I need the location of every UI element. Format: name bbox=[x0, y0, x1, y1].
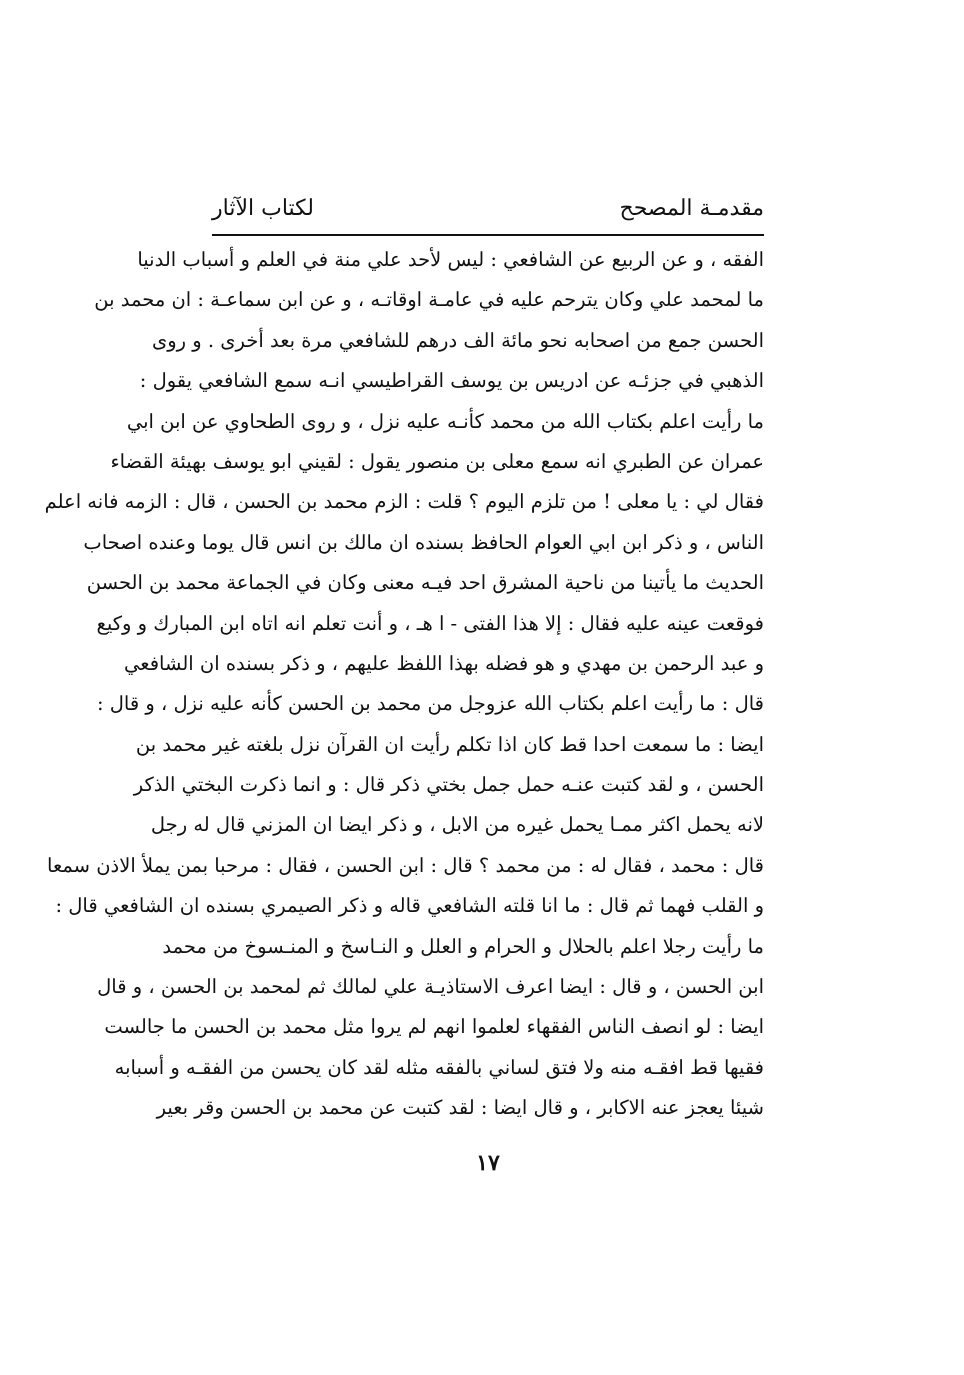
page-number: ١٧ bbox=[476, 1150, 500, 1176]
text-line: الحسن جمع من اصحابه نحو مائة الف درهم للشافعي مرة بعد أخرى . و روى bbox=[151, 328, 764, 352]
text-line: فقيها قط افقـه منه ولا فتق لساني بالفقه مثله لقد كان يحسن من الفقـه و أسبابه bbox=[114, 1055, 764, 1079]
text-line: الذهبي في جزئـه عن ادريس بن يوسف القراطيسي انـه سمع الشافعي يقول : bbox=[139, 369, 764, 393]
text-line: الحسن ، و لقد كتبت عنـه حمل جمل بختي ذكر قال : و انما ذكرت البختي الذكر bbox=[133, 773, 764, 797]
text-line: فوقعت عينه عليه فقال : إلا هذا الفتى - ا هـ ، و أنت تعلم انه اتاه ابن المبارك و وكيع bbox=[96, 611, 764, 635]
text-line: ما رأيت رجلا اعلم بالحلال و الحرام و العلل و النـاسخ و المنـسوخ من محمد bbox=[162, 934, 764, 958]
header-book-title: لكتاب الآثار bbox=[212, 196, 315, 221]
text-line: عمران عن الطبري انه سمع معلى بن منصور يقول : لقيني ابو يوسف بهيئة القضاء bbox=[110, 449, 764, 473]
header-divider bbox=[212, 234, 764, 236]
text-line: و القلب فهما ثم قال : ما انا قلته الشافعي قاله و ذكر الصيمري بسنده ان الشافعي قال : bbox=[55, 894, 764, 918]
text-line: فقال لي : يا معلى ! من تلزم اليوم ؟ قلت : الزم محمد بن الحسن ، قال : الزمه فانه اعلم bbox=[44, 490, 764, 514]
text-line: و عبد الرحمن بن مهدي و هو فضله بهذا اللفظ عليهم ، و ذكر بسنده ان الشافعي bbox=[124, 651, 764, 675]
text-line: قال : محمد ، فقال له : من محمد ؟ قال : ابن الحسن ، فقال : مرحبا بمن يملأ الاذن سمعا bbox=[47, 853, 764, 877]
body-text bbox=[44, 240, 764, 1129]
text-line: قال : ما رأيت اعلم بكتاب الله عزوجل من محمد بن الحسن كأنه عليه نزل ، و قال : bbox=[96, 692, 764, 716]
text-line: ما رأيت اعلم بكتاب الله من محمد كأنـه عليه نزل ، و روى الطحاوي عن ابن ابي bbox=[126, 409, 764, 433]
header-section-title: مقدمـة المصحح bbox=[619, 196, 764, 221]
text-line: الحديث ما يأتينا من ناحية المشرق احد فيـه معنى وكان في الجماعة محمد بن الحسن bbox=[86, 571, 764, 595]
text-line: ما لمحمد علي وكان يترحم عليه في عامـة اوقاتـه ، و عن ابن سماعـة : ان محمد بن bbox=[94, 288, 764, 312]
text-line: ابن الحسن ، و قال : ايضا اعرف الاستاذيـة علي لمالك ثم لمحمد بن الحسن ، و قال bbox=[97, 975, 764, 999]
text-line: الناس ، و ذكر ابن ابي العوام الحافظ بسنده ان مالك بن انس قال يوما وعنده اصحاب bbox=[83, 530, 764, 554]
running-header bbox=[212, 192, 764, 232]
text-line: ايضا : لو انصف الناس الفقهاء لعلموا انهم لم يروا مثل محمد بن الحسن ما جالست bbox=[104, 1015, 764, 1039]
text-line: ايضا : ما سمعت احدا قط كان اذا تكلم رأيت ان القرآن نزل بلغته غير محمد بن bbox=[135, 732, 764, 756]
text-line: الفقه ، و عن الربيع عن الشافعي : ليس لأحد علي منة في العلم و أسباب الدنيا bbox=[137, 248, 764, 271]
text-line: شيئا يعجز عنه الاكابر ، و قال ايضا : لقد كتبت عن محمد بن الحسن وقر بعير bbox=[156, 1096, 764, 1120]
text-line: لانه يحمل اكثر ممـا يحمل غيره من الابل ، و ذكر ايضا ان المزني قال له رجل bbox=[150, 813, 764, 837]
